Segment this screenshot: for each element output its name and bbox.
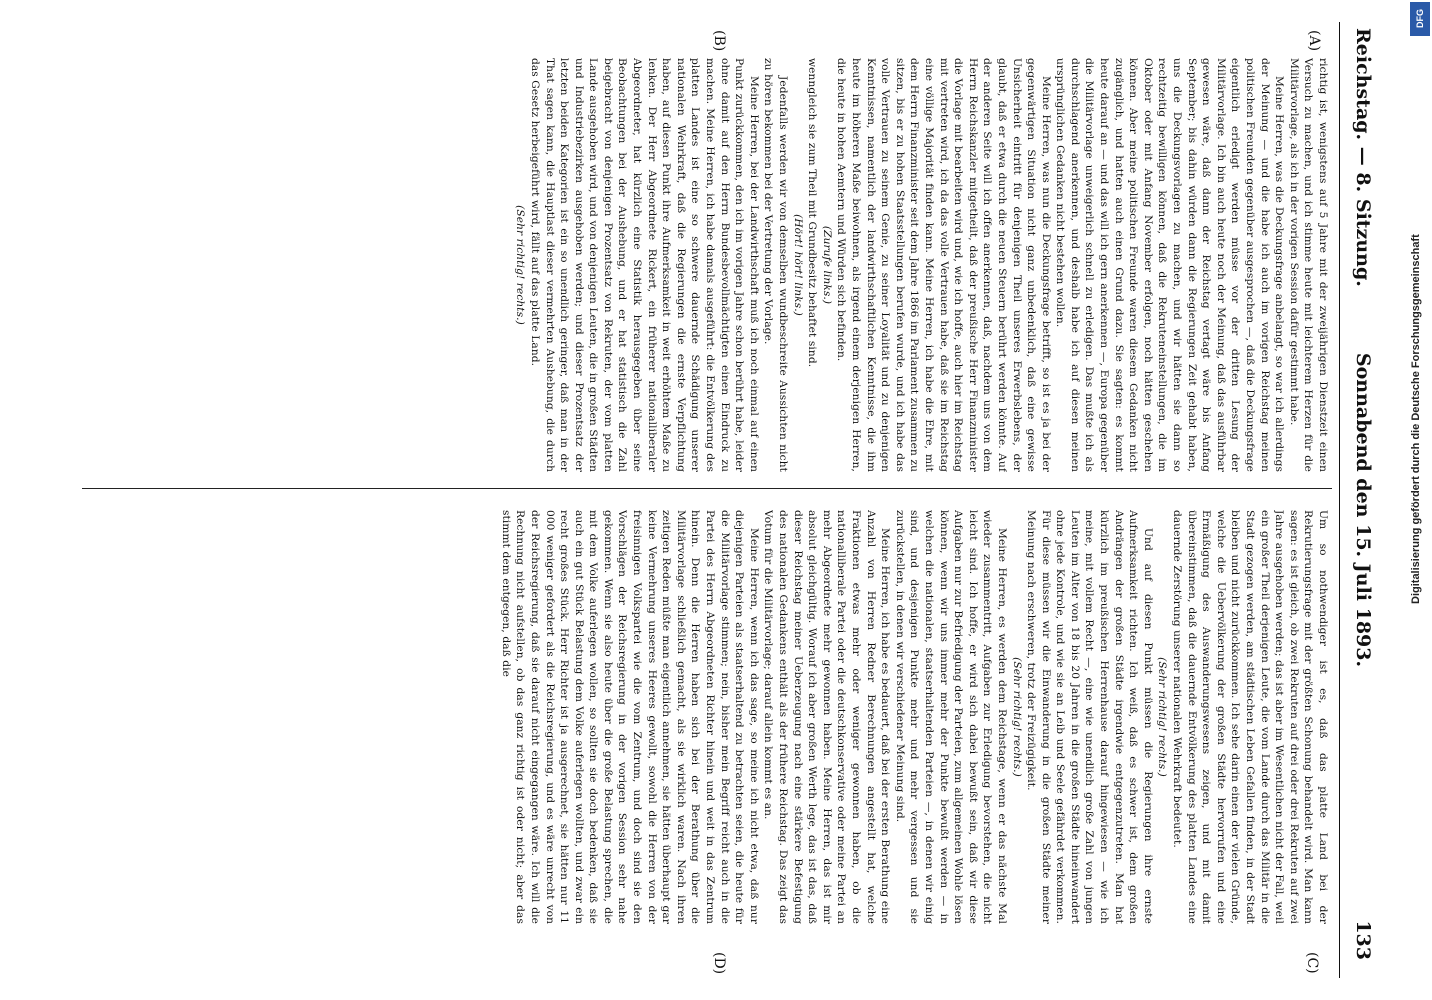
paragraph: wenngleich sie zum Theil mit Grundbesitz behaftet sind.: [806, 58, 819, 368]
paragraph: Meine Herren, was nun die Deckungsfrage betrifft, so ist es ja bei der gegenwärtigen Situation nicht ganz unbedenklich, daß eine gewisse Unsicherheit eintritt für denjenigen Theil unseres Erwerbslebens, der glaubt, daß er etwa durch die neuen Steuern berührt werden könnte. Auf der anderen Seite will ich offen anerkennen, daß, nachdem uns von dem Herrn Reichskanzler mitgetheilt, daß der preußische Herr Finanzminister die Vorlage mit bearbeiten wird und, wie ich hoffe, auch hier im Reichstag mit vertreten wird, ich da das volle Vertrauen habe, daß sie im Reichstag eine völlige Majorität finden kann. Meine Herren, ich habe die Ehre, mit dem Herrn Finanzminister seit dem Jahre 1866 im Parlament zusammen zu sitzen, bis er zu hohen Staatsstellungen berufen wurde, und ich habe das volle Vertrauen zu seinem Genie, zu seiner Loyalität und zu denjenigen Kenntnissen, namentlich der landwirthschaftlichen Kenntnisse, die ihm heute im höheren Maße beiwohnen, als irgend einem derjenigen Herren, die heute in hohen Aemtern und Würden sich befinden.: [835, 58, 1052, 472]
paragraph: Meine Herren, wenn ich das sage, so meine ich nicht etwa, daß nur diejenigen Parteien als staatserhaltend zu betrachten seien, die heute für die Militärvorlage stimmen; nein, bisher mein Begriff reicht auch in die Partei des Herrn Abgeordneten Richter hinein und weit in das Zentrum hinein. Denn die Herren haben sich bei der Berathung über die Militärvorlage schließlich gemacht, als sie wirklich waren. Nach ihren zeitigen Reden müßte man eigentlich annehmen, sie hätten überhaupt gar keine Vermehrung unseres Heeres gewollt, sowohl die Herren von der freisinnigen Volkspartei wie die vom Zentrum, und doch sind sie den Vorschlägen der Reichsregierung in der vorigen Session sehr nahe gekommen. Wenn sie also heute über die große Belastung sprechen, die mit dem Volke auferlegen wollen, so sollten sie doch bedenken, daß sie auch ein gut Stück Belastung dem Volke auferlegen wollten, und zwar ein recht großes Stück. Herr Richter ist ja ausgerechnet, sie hätten nur 11 000 weniger gefordert als die Reichsregierung, und es wäre unrecht von der Reichsregierung, daß sie darauf nicht eingegangen wäre. Ich will die Rechnung nicht aufstellen, ob das ganz richtig ist oder nicht; aber das stimmt dem entgegen, daß die: [499, 510, 760, 924]
right-column: [150, 510, 1330, 924]
header-rule: [1339, 22, 1340, 978]
interjection: (Sehr richtig! rechts.): [1010, 657, 1023, 777]
digitization-note: Digitalisierung gefördert durch die Deutsche Forschungsgemeinschaft: [1410, 234, 1422, 604]
paragraph: Meine Herren, bei der Landwirthschaft muß ich noch einmal auf einen Punkt zurückkommen, den ich im vorigen Jahre schon berührt habe, leider ohne damit auf den Herrn Bundesbevollmächtigten einen Eindruck zu machen. Meine Herren, ich habe damals ausgeführt: die Entvölkerung des platten Landes ist eine so schwere dauernde Schädigung unserer nationalen Wehrkraft, daß die Regierungen die ernste Verpflichtung haben, auf diesen Punkt ihre Aufmerksamkeit in weit erhöhtem Maße zu lenken. Der Herr Abgeordnete Rickert, ein früherer nationalliberaler Abgeordneter, hat kürzlich eine Statistik herausgegeben über seine Beobachtungen bei der Aushebung, und er hat statistisch die Zahl beigebracht von denjenigen Prozentsatz von Rekruten, der vom platten Lande ausgehoben wird, und von denjenigen Leuten, die in großen Städten und Industriebezirken ausgehoben werden; und dieser Prozentsatz der letzten beiden Kategorien ist ein so unendlich geringer, daß man in der That sagen kann, die Hauptlast dieser vermehrten Aushebung, die durch das Gesetz herbeigeführt wird, fällt auf das platte Land.: [528, 58, 760, 472]
interjection: (Hört! hört! links.): [791, 214, 804, 316]
interjection: (Sehr richtig! rechts.): [1156, 657, 1169, 777]
left-column: [150, 58, 1330, 472]
paragraph: Jedenfalls werden wir von demselben wundbeschreite Aussichten nicht zu hören bekommen bei der Vertretung der Vorlage.: [762, 58, 790, 472]
margin-marker-a: (A): [1306, 30, 1322, 52]
margin-marker-d: (D): [711, 952, 727, 975]
interjection: (Sehr richtig! rechts.): [514, 205, 527, 325]
running-header-left: Reichstag. — 8. Sitzung.: [1352, 28, 1374, 287]
margin-marker-c: (C): [1304, 952, 1320, 974]
column-divider: [82, 488, 1332, 489]
margin-marker-b: (B): [711, 30, 727, 52]
paragraph: richtig ist, wenigstens auf 5 Jahre mit der zweijährigen Dienstzeit einen Versuch zu machen, und ich stimme heute mit leichterem Herzen für die Militärvorlage, als ich in der vorigen Session dafür gestimmt habe.: [1287, 58, 1329, 472]
paragraph: Meine Herren, ich habe es bedauert, daß bei der ersten Berathung eine Anzahl von Herren Redner Berechnungen angestellt hat, welche Fraktionen etwas mehr oder weniger gewonnen haben, ob die nationalliberale Partei oder die deutschkonservative oder meine Partei an mehr Abgeordnete mehr gewonnen haben. Meine Herren, das ist mir absolut gleichgültig. Worauf ich aber großen Werth lege, das ist das, daß dieser Reichstag meiner Ueberzeugung nach eine stärkere Befestigung des nationalen Gedankens enthält als der frühere Reichstag. Das zeigt das Votum für die Militärvorlage; darauf allein kommt es an.: [762, 510, 892, 924]
page-number: 133: [1352, 920, 1374, 960]
interjection: (Zurufe links.): [820, 225, 833, 305]
paragraph: Und auf diesen Punkt müssen die Regierungen ihre ernste Aufmerksamkeit richten. Ich weiß, daß es schwer ist, dem großen Andrängen der großen Städte irgendwie entgegenzutreten. Man hat kürzlich im preußischen Herrenhause darauf hingewiesen — wie ich meine, mit vollem Recht —, eine wie unendlich große Zahl von jungen Leuten im Alter von 18 bis 20 Jahren in die großen Städte hineinwandert ohne jede Kontrole, und wie sie an Leib und Seele gefährdet verkommen. Für diese müssen wir die Einwanderung in die großen Städte meiner Meinung nach erschweren, trotz der Freizügigkeit.: [1025, 510, 1154, 924]
paragraph: Um so nothwendiger ist es, daß das platte Land bei der Rekrutierungsfrage mit der größten Schonung behandelt wird. Man kann sagen: es ist gleich, ob zwei Rekruten auf drei oder drei Rekruten auf zwei Jahre ausgehoben werden; das ist aber im Wesentlichen nicht der Fall, weil ein großer Theil derjenigen Leute, die vom Lande durch das Militär in die Stadt gezogen werden, am städtischen Leben Gefallen finden, in der Stadt bleiben und nicht zurückkommen. Ich sehe darin einen der vielen Gründe, welche die Uebervölkerung der großen Städte hervorrufen und eine Ermäßigung des Auswanderungswesens zeigen, und mit damit übereinstimmen, daß die dauernde Entvölkerung des platten Landes eine dauernde Zerstörung unserer nationalen Wehrkraft bedeutet.: [1171, 510, 1329, 924]
paragraph: Meine Herren, es werden dem Reichstage, wenn er das nächste Mal wieder zusammentritt, Aufgaben zur Erledigung bevorstehen, die nicht leicht sind. Ich hoffe, er wird sich dabei bewußt sein, daß wir diese Aufgaben nur zur Befriedigung der Parteien, zum allgemeinen Wohle lösen können, wenn wir uns immer mehr der Punkte bewußt werden — in welchen die nationalen, staatserhaltenden Parteien —, in denen wir einig sind, und desjenigen Punkte mehr und mehr vergessen und sie zurückstellen, in denen wir verschiedener Meinung sind.: [893, 510, 1008, 924]
paragraph: Meine Herren, was die Deckungsfrage anbelangt, so war ich allerdings der Meinung — und die habe ich auch im vorigen Reichstag meinen politischen Freunden gegenüber ausgesprochen —, daß die Deckungsfrage eigentlich erledigt werden müsse vor der dritten Lesung der Militärvorlage. Ich bin auch heute noch der Meinung, daß das ausführbar gewesen wäre, daß dann der Reichstag vertagt wäre bis Anfang September; bis dahin würden dann die Regierungen Zeit gehabt haben, uns die Deckungsvorlagen zu machen, und wir hätten sie dann so rechtzeitig bewilligen können, daß die Rekruteneinstellungen, die im Oktober oder mit Anfang November erfolgen, noch hätten geschehen können. Aber meine politischen Freunde waren diesem Gedanken nicht zugänglich, und hatten auch einen Grund dazu. Sie sagten: es kommt heute darauf an — und das will ich gern anerkennen —, Europa gegenüber die Militärvorlage unweigerlich schnell zu erledigen. Das mußte ich als durchschlagend anerkennen, und deshalb habe ich auf diesen meinen ursprünglichen Gedanken nicht bestehen wollen.: [1054, 58, 1286, 472]
running-header-date: Sonnabend den 15. Juli 1893.: [1352, 352, 1374, 668]
dfg-logo: DFG: [1410, 2, 1430, 36]
